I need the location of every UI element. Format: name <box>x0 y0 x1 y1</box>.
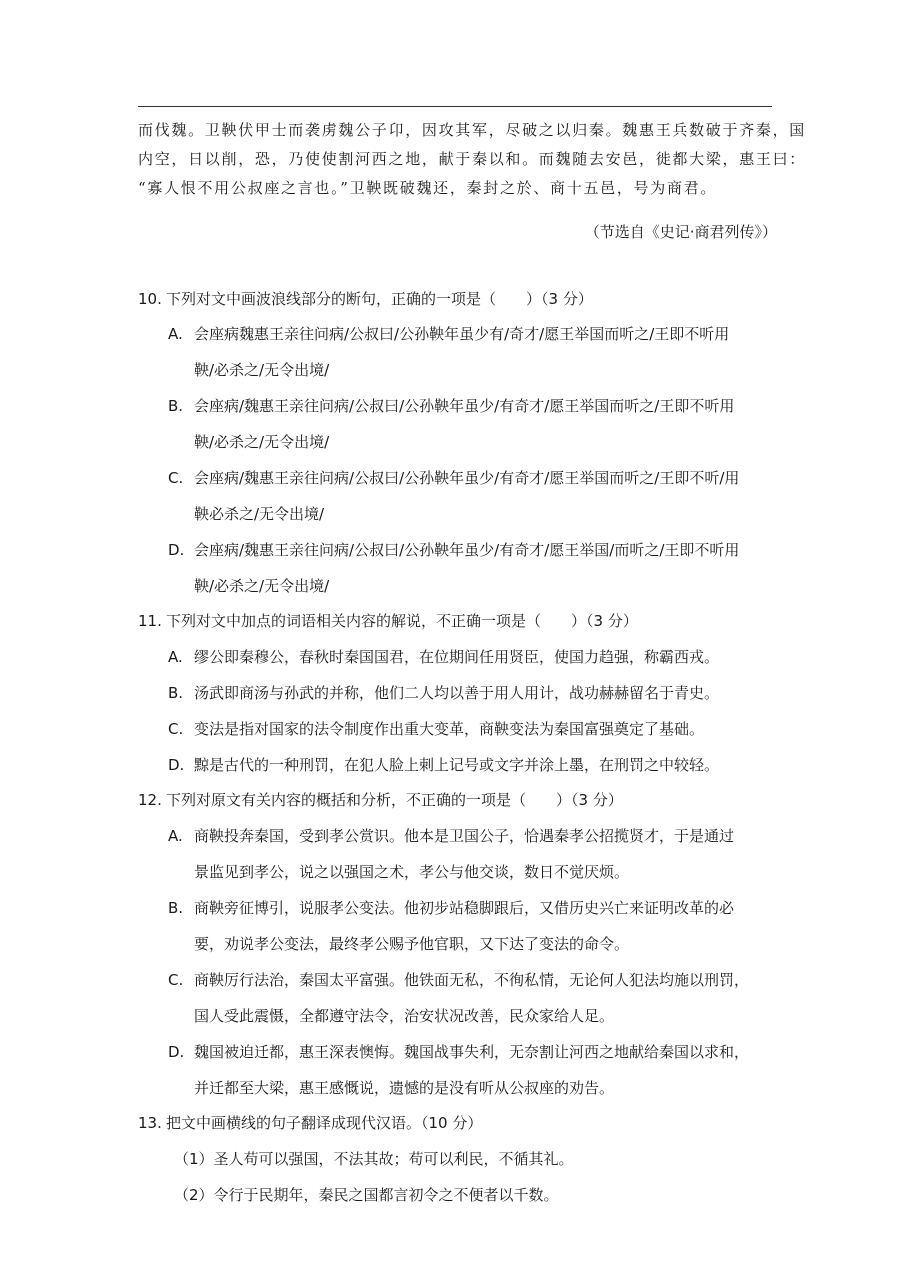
option-text-cont: 鞅必杀之/无令出境/ <box>194 505 325 523</box>
option-10-c <box>168 467 739 489</box>
option-text-cont: 鞅/必杀之/无令出境/ <box>194 433 330 451</box>
option-letter: D. <box>168 756 185 774</box>
header-rule <box>138 106 772 107</box>
option-text-cont: 国人受此震慑，全都遵守法令，治安状况改善，民众家给人足。 <box>194 1007 615 1025</box>
option-letter: D. <box>168 1043 185 1061</box>
option-text: 会座病魏惠王亲往问病/公叔曰/公孙鞅年虽少有/奇才/愿王举国而听之/王即不听用 <box>194 325 730 343</box>
option-letter: B. <box>168 684 184 702</box>
option-12-b <box>168 897 734 919</box>
option-text: 商鞅投奔秦国，受到孝公赏识。他本是卫国公子，恰遇秦孝公招揽贤才，于是通过 <box>194 827 735 845</box>
option-10-a <box>168 323 729 345</box>
question-11 <box>138 610 638 632</box>
option-12-a <box>168 825 734 847</box>
option-text: 会座病/魏惠王亲往问病/公叔曰/公孙鞅年虽少/有奇才/愿王举国而听之/王即不听/用 <box>194 469 740 487</box>
option-text: 会座病/魏惠王亲往问病/公叔曰/公孙鞅年虽少/有奇才/愿王举国/而听之/王即不听用 <box>194 541 740 559</box>
option-text-cont: 要，劝说孝公变法，最终孝公赐予他官职，又下达了变法的命令。 <box>194 935 630 953</box>
question-number: 12. <box>138 791 162 809</box>
option-text: 商鞅厉行法治，秦国太平富强。他铁面无私，不徇私情，无论何人犯法均施以刑罚， <box>194 971 750 989</box>
option-text: 黥是古代的一种刑罚，在犯人脸上刺上记号或文字并涂上墨，在刑罚之中较轻。 <box>194 756 720 774</box>
question-number: 11. <box>138 612 162 630</box>
option-letter: A. <box>168 827 183 845</box>
passage-line: 内空，日以削，恐，乃使使割河西之地，献于秦以和。而魏随去安邑，徙都大梁，惠王曰： <box>138 150 807 168</box>
option-letter: D. <box>168 541 185 559</box>
option-letter: C. <box>168 720 184 738</box>
question-number: 13. <box>138 1114 162 1132</box>
option-letter: B. <box>168 899 184 917</box>
question-text: 下列对文中加点的词语相关内容的解说，不正确一项是（ ）（3 分） <box>166 612 638 630</box>
passage-line: “寡人恨不用公叔座之言也。”卫鞅既破魏还，秦封之於、商十五邑，号为商君。 <box>138 179 718 197</box>
option-text-cont: 鞅/必杀之/无令出境/ <box>194 361 330 379</box>
option-11-c <box>168 718 704 740</box>
option-text: 变法是指对国家的法令制度作出重大变革，商鞅变法为秦国富强奠定了基础。 <box>194 720 705 738</box>
question-12 <box>138 789 623 811</box>
question-text: 把文中画横线的句子翻译成现代汉语。（10 分） <box>166 1114 483 1132</box>
sub-question-2: （2）令行于民期年，秦民之国都言初令之不便者以千数。 <box>174 1186 559 1204</box>
option-text: 缪公即秦穆公，春秋时秦国国君，在位期间任用贤臣，使国力趋强，称霸西戎。 <box>194 648 720 666</box>
option-text-cont: 景监见到孝公，说之以强国之术，孝公与他交谈，数日不觉厌烦。 <box>194 863 630 881</box>
option-10-b <box>168 395 734 417</box>
option-text: 汤武即商汤与孙武的并称，他们二人均以善于用人用计，战功赫赫留名于青史。 <box>194 684 720 702</box>
option-10-d <box>168 539 739 561</box>
option-letter: C. <box>168 469 184 487</box>
option-text: 商鞅旁征博引，说服孝公变法。他初步站稳脚跟后，又借历史兴亡来证明改革的必 <box>194 899 735 917</box>
option-11-a <box>168 646 719 668</box>
passage-source: （节选自《史记·商君列传》） <box>584 223 777 241</box>
option-letter: C. <box>168 971 184 989</box>
question-number: 10. <box>138 290 162 308</box>
passage-line: 而伐魏。卫鞅伏甲士而袭虏魏公子卬，因攻其军，尽破之以归秦。魏惠王兵数破于齐秦，国 <box>138 121 807 139</box>
question-text: 下列对原文有关内容的概括和分析，不正确的一项是（ ）（3 分） <box>166 791 623 809</box>
question-13 <box>138 1112 482 1134</box>
option-text-cont: 并迁都至大梁，惠王感慨说，遗憾的是没有听从公叔座的劝告。 <box>194 1079 615 1097</box>
option-11-b <box>168 682 719 704</box>
option-text-cont: 鞅/必杀之/无令出境/ <box>194 577 330 595</box>
question-text: 下列对文中画波浪线部分的断句，正确的一项是（ ）（3 分） <box>166 290 593 308</box>
option-letter: A. <box>168 325 183 343</box>
option-12-c <box>168 969 749 991</box>
passage <box>138 116 807 203</box>
sub-question-1: （1）圣人苟可以强国，不法其故；苟可以利民，不循其礼。 <box>174 1150 574 1168</box>
option-text: 会座病/魏惠王亲往问病/公叔曰/公孙鞅年虽少/有奇才/愿王举国而听之/王即不听用 <box>194 397 735 415</box>
option-12-d <box>168 1041 749 1063</box>
option-letter: A. <box>168 648 183 666</box>
option-letter: B. <box>168 397 184 415</box>
question-10 <box>138 288 593 310</box>
option-11-d <box>168 754 719 776</box>
option-text: 魏国被迫迁都，惠王深表懊悔。魏国战事失利，无奈割让河西之地献给秦国以求和， <box>194 1043 750 1061</box>
